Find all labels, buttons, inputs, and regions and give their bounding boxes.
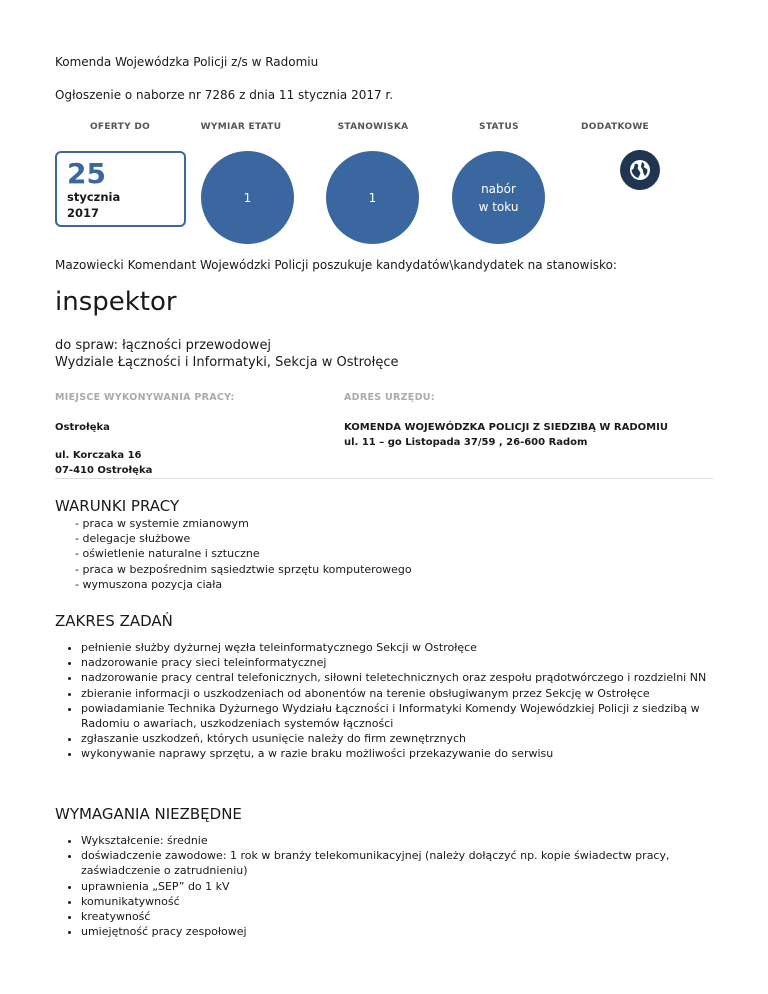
department-line1: do spraw: łączności przewodowej: [55, 338, 272, 353]
list-item: • umiejętność pracy zespołowej: [81, 924, 715, 939]
requirements-title: WYMAGANIA NIEZBĘDNE: [55, 805, 242, 823]
deadline-year: 2017: [67, 206, 100, 220]
workplace-label: MIEJSCE WYKONYWANIA PRACY:: [55, 392, 235, 403]
position-title: inspektor: [55, 287, 177, 317]
deadline-day: 25: [67, 157, 106, 190]
header-extra: DODATKOWE: [581, 122, 649, 132]
office-label: ADRES URZĘDU:: [344, 392, 435, 403]
office-address: ul. 11 – go Listopada 37/59 , 26-600 Radom: [344, 437, 588, 448]
list-item: • doświadczenie zawodowe: 1 rok w branży telekomunikacyjnej (należy dołączyć np. kopie świadectw pracy, zaświadczenie o zatrudnieniu): [81, 848, 715, 878]
header-deadline: OFERTY DO: [89, 122, 151, 132]
list-item: • nadzorowanie pracy sieci teleinformatycznej: [81, 655, 715, 670]
list-item: • wykonywanie naprawy sprzętu, a w razie braku możliwości przekazywanie do serwisu: [81, 746, 715, 761]
workplace-street: ul. Korczaka 16: [55, 450, 142, 461]
list-item: • zbieranie informacji o uszkodzeniach od abonentów na terenie obsługiwanym przez Sekcję w Ostrołęce: [81, 686, 715, 701]
header-positions: STANOWISKA: [337, 122, 409, 132]
intro-text: Mazowiecki Komendant Wojewódzki Policji poszukuje kandydatów\kandydatek na stanowisko:: [55, 258, 617, 272]
organization-name: Komenda Wojewódzka Policji z/s w Radomiu: [55, 55, 319, 69]
list-item: • komunikatywność: [81, 894, 715, 909]
globe-icon[interactable]: [620, 150, 660, 190]
header-fte: WYMIAR ETATU: [200, 122, 282, 132]
status-line2: w toku: [478, 199, 519, 214]
fte-circle: [201, 151, 294, 244]
list-item: - wymuszona pozycja ciała: [75, 577, 223, 591]
list-item: • pełnienie służby dyżurnej węzła teleinformatycznego Sekcji w Ostrołęce: [81, 640, 715, 655]
fte-value: 1: [243, 190, 252, 205]
deadline-month: stycznia: [67, 190, 121, 204]
header-status: STATUS: [479, 122, 519, 132]
list-item: • kreatywność: [81, 909, 715, 924]
deadline-box: [55, 151, 186, 227]
list-item: - delegacje służbowe: [75, 532, 191, 546]
conditions-title: WARUNKI PRACY: [55, 497, 180, 515]
status-line1: nabór: [481, 181, 516, 196]
list-item: • zgłaszanie uszkodzeń, których usunięcie należy do firm zewnętrznych: [81, 731, 715, 746]
list-item: - praca w bezpośrednim sąsiedztwie sprzętu komputerowego: [75, 562, 412, 576]
duties-list: [55, 640, 715, 762]
workplace-city: Ostrołęka: [55, 422, 110, 433]
positions-value: 1: [368, 190, 377, 205]
workplace-postal: 07-410 Ostrołęka: [55, 465, 153, 476]
list-item: • powiadamianie Technika Dyżurnego Wydziału Łączności i Informatyki Komendy Wojewódzkiej Policji z siedzibą w Radomiu o awariach, uszkodzeniach systemów łączności: [81, 701, 715, 731]
globe-icon-graphic: [628, 158, 652, 182]
status-circle: [452, 151, 545, 244]
list-item: • uprawnienia „SEP” do 1 kV: [81, 879, 715, 894]
list-item: - oświetlenie naturalne i sztuczne: [75, 547, 260, 561]
list-item: • Wykształcenie: średnie: [81, 833, 715, 848]
duties-title: ZAKRES ZADAŃ: [55, 612, 173, 630]
office-name: KOMENDA WOJEWÓDZKA POLICJI Z SIEDZIBĄ W RADOMIU: [344, 422, 668, 433]
list-item: - praca w systemie zmianowym: [75, 517, 249, 530]
conditions-list: [75, 516, 412, 592]
requirements-list: [55, 833, 715, 939]
list-item: • nadzorowanie pracy central telefonicznych, siłowni teletechnicznych oraz zespołu prądotwórczego i rozdzielni NN: [81, 670, 715, 685]
section-divider: [55, 478, 713, 479]
notice-title: Ogłoszenie o naborze nr 7286 z dnia 11 stycznia 2017 r.: [55, 88, 394, 102]
positions-circle: [326, 151, 419, 244]
department-line2: Wydziale Łączności i Informatyki, Sekcja w Ostrołęce: [55, 355, 399, 370]
